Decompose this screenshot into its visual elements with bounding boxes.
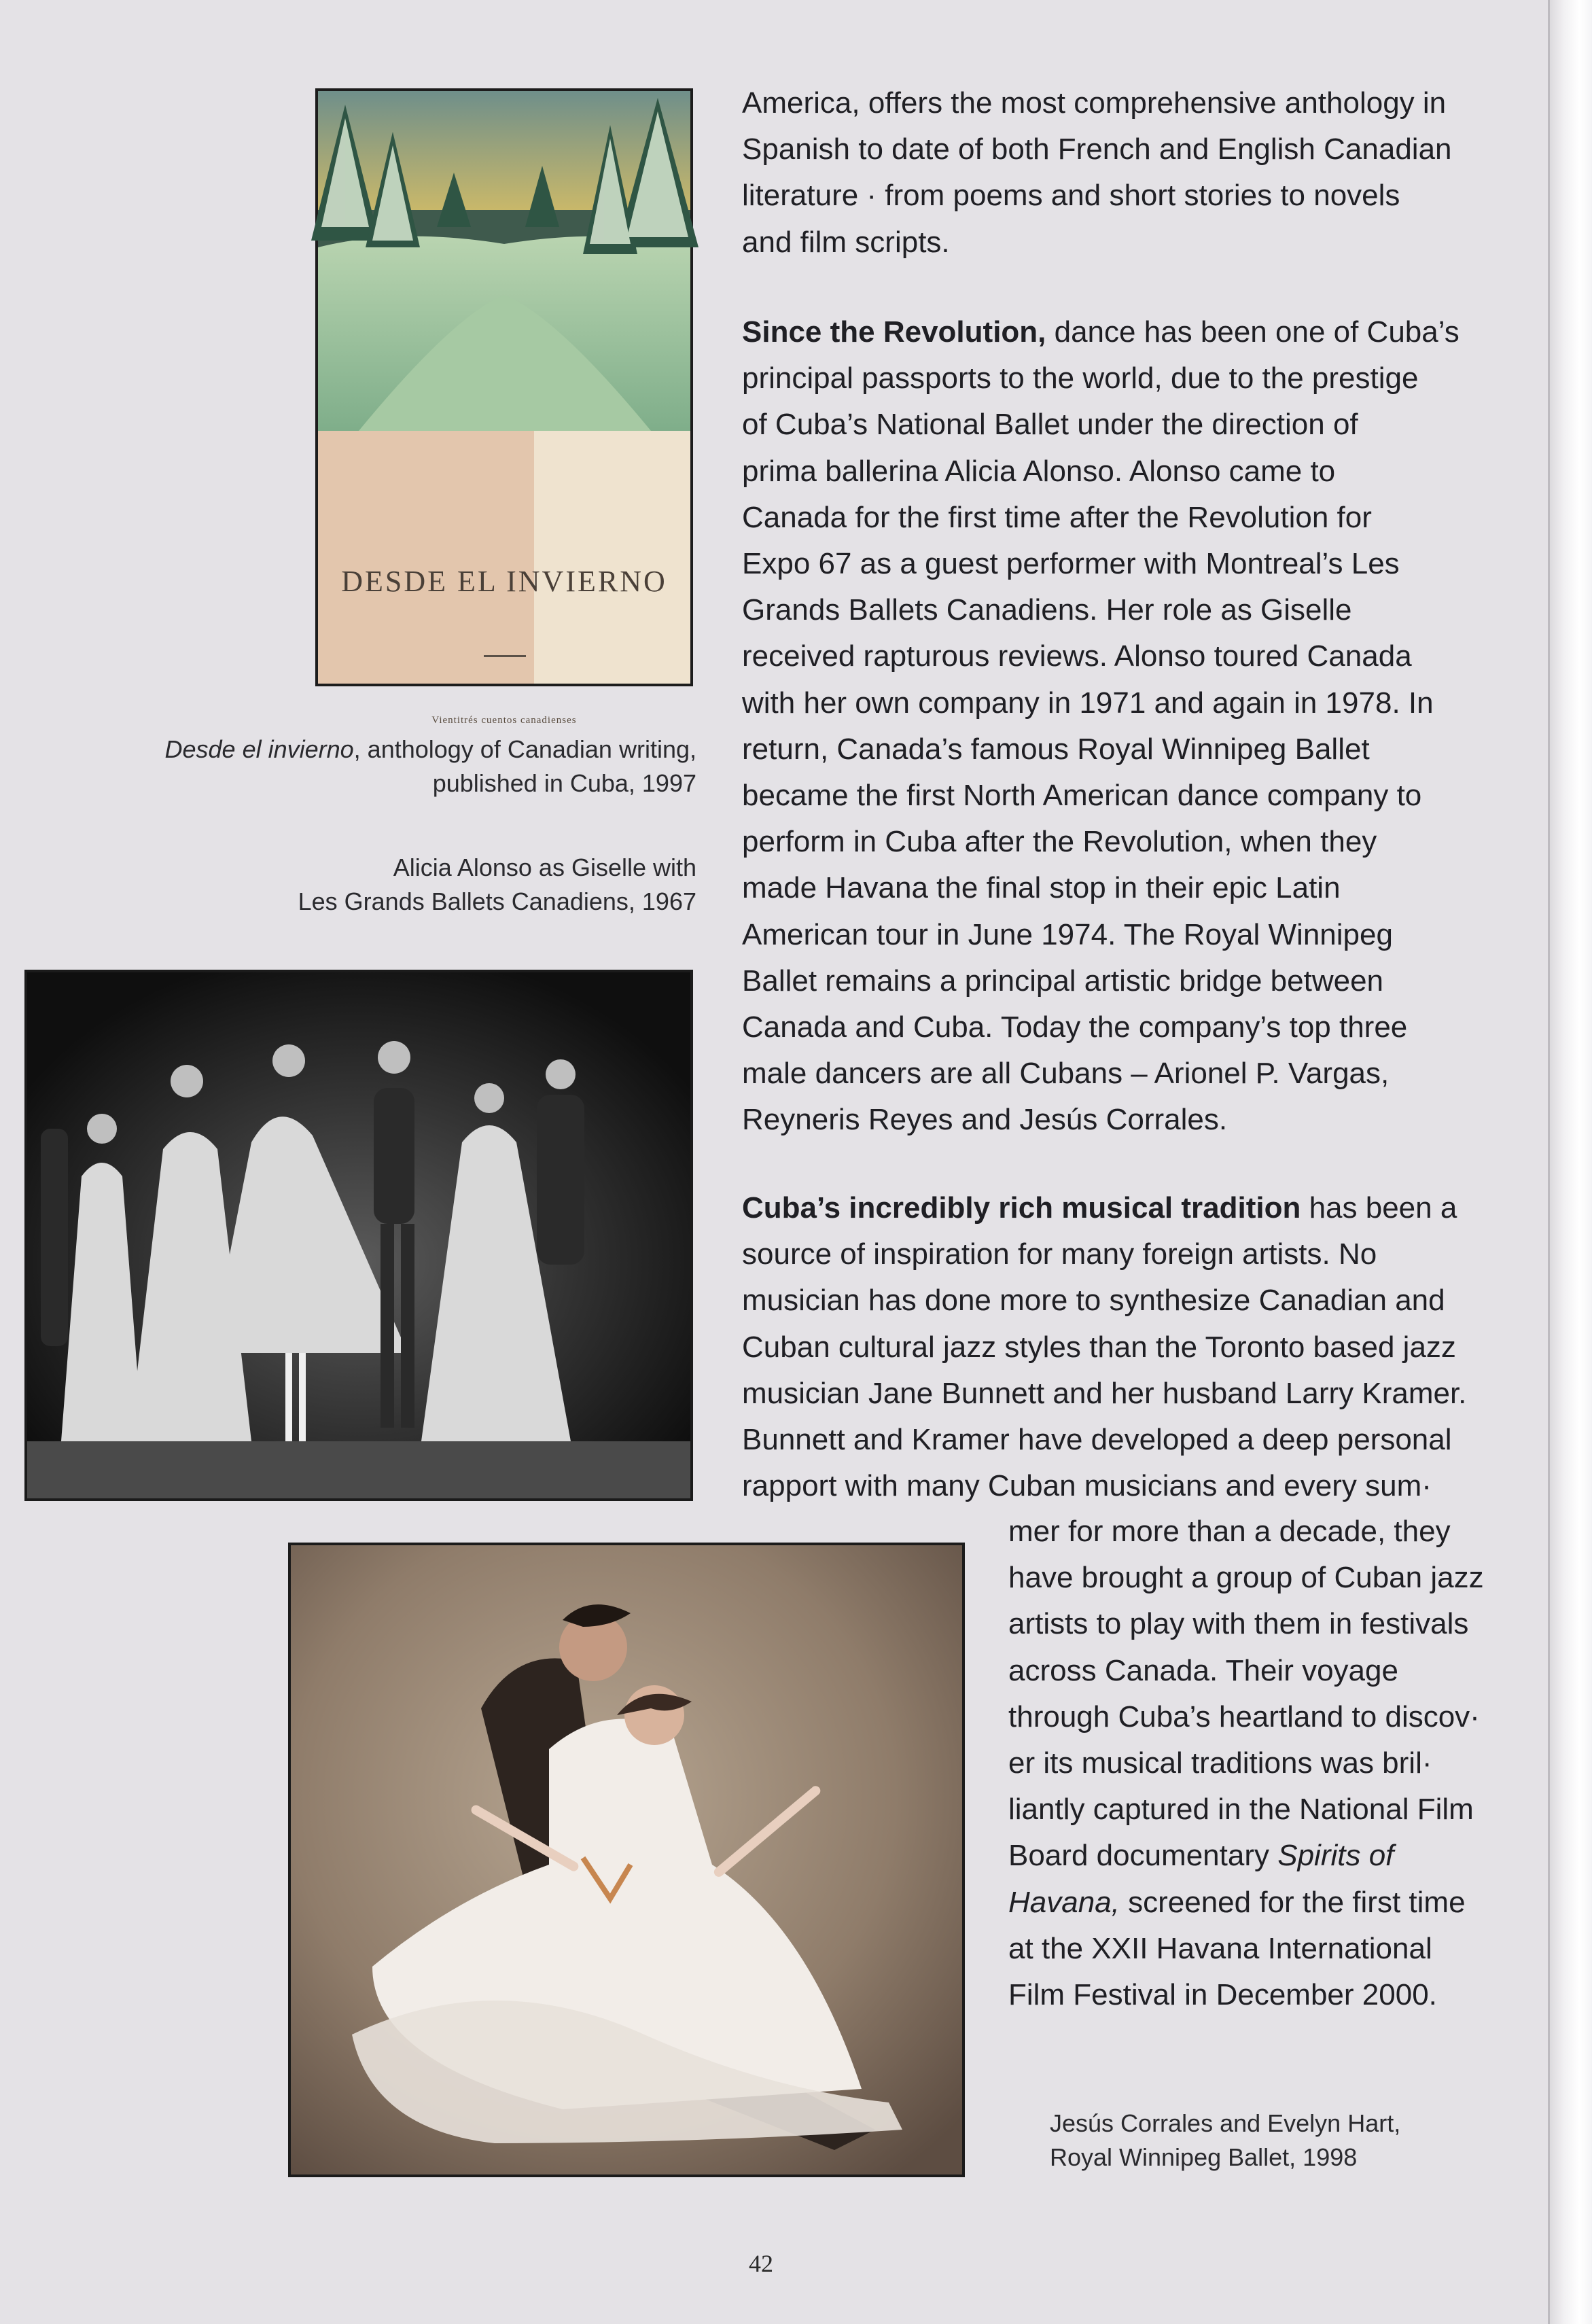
text-span: screened for the first time (1119, 1885, 1466, 1919)
text-line: with her own company in 1971 and again in 1978. In (742, 686, 1434, 720)
cover-subtitle: Vientitrés cuentos canadienses (431, 715, 577, 726)
dancers-photo (288, 1543, 965, 2177)
book-cover (315, 88, 693, 726)
paragraph-music (742, 1185, 1557, 1509)
text-line (1008, 1880, 1566, 1926)
cover-title-panel (318, 431, 690, 726)
giselle-caption-line1: Alicia Alonso as Giselle with (393, 853, 696, 881)
dancers-caption-line1: Jesús Corrales and Evelyn Hart, (1050, 2109, 1401, 2137)
film-title: Spirits of (1277, 1839, 1394, 1873)
text-line: made Havana the final stop in their epic Latin (742, 871, 1341, 905)
paragraph-lead: Cuba’s incredibly rich musical tradition (742, 1191, 1301, 1225)
text-line: male dancers are all Cubans – Arionel P. Vargas, (742, 1057, 1390, 1091)
text-line: Cuban cultural jazz styles than the Toronto based jazz (742, 1330, 1456, 1364)
text-line: musician has done more to synthesize Canadian and (742, 1284, 1445, 1318)
giselle-caption (85, 851, 696, 919)
paragraph-intro (742, 80, 1557, 266)
text-line: of Cuba’s National Ballet under the direction of (742, 408, 1358, 442)
text-line: musician Jane Bunnett and her husband Larry Kramer. (742, 1376, 1467, 1410)
text-span: dance has been one of Cuba’s (1046, 315, 1460, 349)
giselle-caption-line2: Les Grands Ballets Canadiens, 1967 (298, 887, 696, 915)
cover-caption-title: Desde el invierno (164, 735, 354, 763)
text-line: Film Festival in December 2000. (1008, 1978, 1437, 2012)
text-line (1008, 1833, 1566, 1879)
text-line: America, offers the most comprehensive anthology in (742, 86, 1447, 120)
text-line: through Cuba’s heartland to discov· (1008, 1700, 1480, 1733)
text-line: across Canada. Their voyage (1008, 1653, 1398, 1687)
text-line: source of inspiration for many foreign artists. No (742, 1237, 1377, 1271)
text-line: er its musical traditions was bril· (1008, 1746, 1432, 1780)
text-line: Canada and Cuba. Today the company’s top three (742, 1010, 1408, 1044)
text-line: Bunnett and Kramer have developed a deep personal (742, 1423, 1452, 1457)
page-number: 42 (749, 2250, 773, 2277)
text-line: have brought a group of Cuban jazz (1008, 1561, 1484, 1595)
text-line: Ballet remains a principal artistic bridge between (742, 964, 1384, 998)
text-line (742, 309, 1557, 355)
text-line (742, 1185, 1557, 1231)
text-span: has been a (1301, 1191, 1457, 1225)
text-line: Canada for the first time after the Revolution for (742, 500, 1372, 534)
cover-caption (85, 733, 696, 800)
snow-forest-painting (318, 91, 690, 431)
text-line: Grands Ballets Canadiens. Her role as Giselle (742, 593, 1352, 627)
text-line: liantly captured in the National Film (1008, 1793, 1474, 1827)
text-line: Expo 67 as a guest performer with Montreal’s Les (742, 547, 1400, 581)
text-line: prima ballerina Alicia Alonso. Alonso came to (742, 454, 1336, 488)
cover-caption-text: , anthology of Canadian writing, (353, 735, 696, 763)
text-line: return, Canada’s famous Royal Winnipeg Ballet (742, 732, 1370, 766)
text-line: Spanish to date of both French and English Canadian (742, 133, 1452, 166)
text-line: rapport with many Cuban musicians and every sum· (742, 1469, 1432, 1503)
paragraph-music-continued (1008, 1509, 1566, 2018)
text-line: artists to play with them in festivals (1008, 1607, 1469, 1641)
text-line: American tour in June 1974. The Royal Winnipeg (742, 917, 1393, 951)
text-line: became the first North American dance company to (742, 779, 1422, 813)
cover-divider (484, 655, 526, 657)
text-line: and film scripts. (742, 225, 950, 259)
text-line: received rapturous reviews. Alonso toured Canada (742, 639, 1412, 673)
dancers-caption-line2: Royal Winnipeg Ballet, 1998 (1050, 2143, 1358, 2171)
film-title: Havana, (1008, 1885, 1120, 1919)
dancers-caption (1050, 2107, 1525, 2175)
text-line: perform in Cuba after the Revolution, when they (742, 825, 1377, 859)
text-line: principal passports to the world, due to the prestige (742, 362, 1419, 395)
giselle-photo (24, 970, 693, 1501)
cover-title: DESDE EL INVIERNO (341, 565, 667, 598)
paragraph-dance (742, 309, 1557, 1144)
text-line: literature · from poems and short stories to novels (742, 179, 1400, 213)
text-line: Reyneris Reyes and Jesús Corrales. (742, 1103, 1228, 1137)
text-span: Board documentary (1008, 1839, 1278, 1873)
text-line: at the XXII Havana International (1008, 1931, 1432, 1965)
cover-caption-line2: published in Cuba, 1997 (432, 769, 696, 797)
paragraph-lead: Since the Revolution, (742, 315, 1046, 349)
text-line: mer for more than a decade, they (1008, 1515, 1451, 1548)
